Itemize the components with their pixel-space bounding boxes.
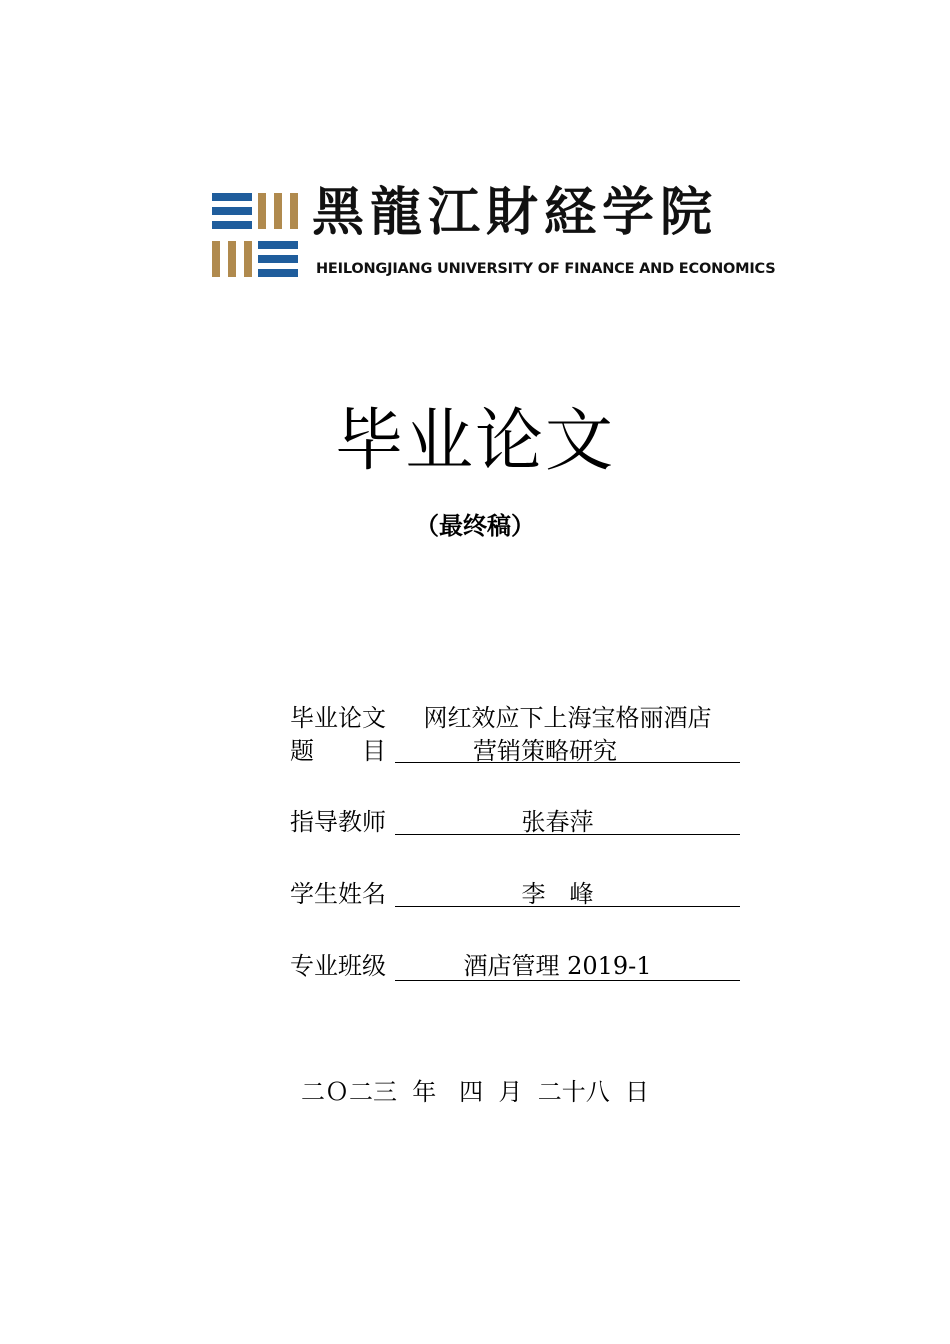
topic-value-line1: 网红效应下上海宝格丽酒店 [423,704,712,732]
advisor-underline [395,834,740,835]
student-value: 李 峰 [521,880,594,908]
university-name-en: HEILONGJIANG UNIVERSITY OF FINANCE AND ECONOMICS [316,261,776,277]
student-underline [395,906,740,907]
advisor-value: 张春萍 [521,808,594,836]
topic-label-line2: 题 目 [290,737,386,765]
page-subtitle: （最终稿） [415,511,535,540]
class-underline [395,980,740,981]
university-name-cn: 黑龍江財経学院 [312,182,719,243]
class-label: 专业班级 [290,952,386,980]
topic-underline [395,762,740,763]
submission-date: 二Ｏ二三 年 四 月 二十八 日 [301,1078,649,1106]
university-logo-icon [212,193,298,277]
topic-value-line2: 营销策略研究 [473,737,617,765]
topic-label-line1: 毕业论文 [290,704,386,732]
page-title: 毕业论文 [334,402,615,481]
student-label: 学生姓名 [290,880,386,908]
advisor-label: 指导教师 [290,808,386,836]
class-value: 酒店管理 2019-1 [463,952,652,980]
